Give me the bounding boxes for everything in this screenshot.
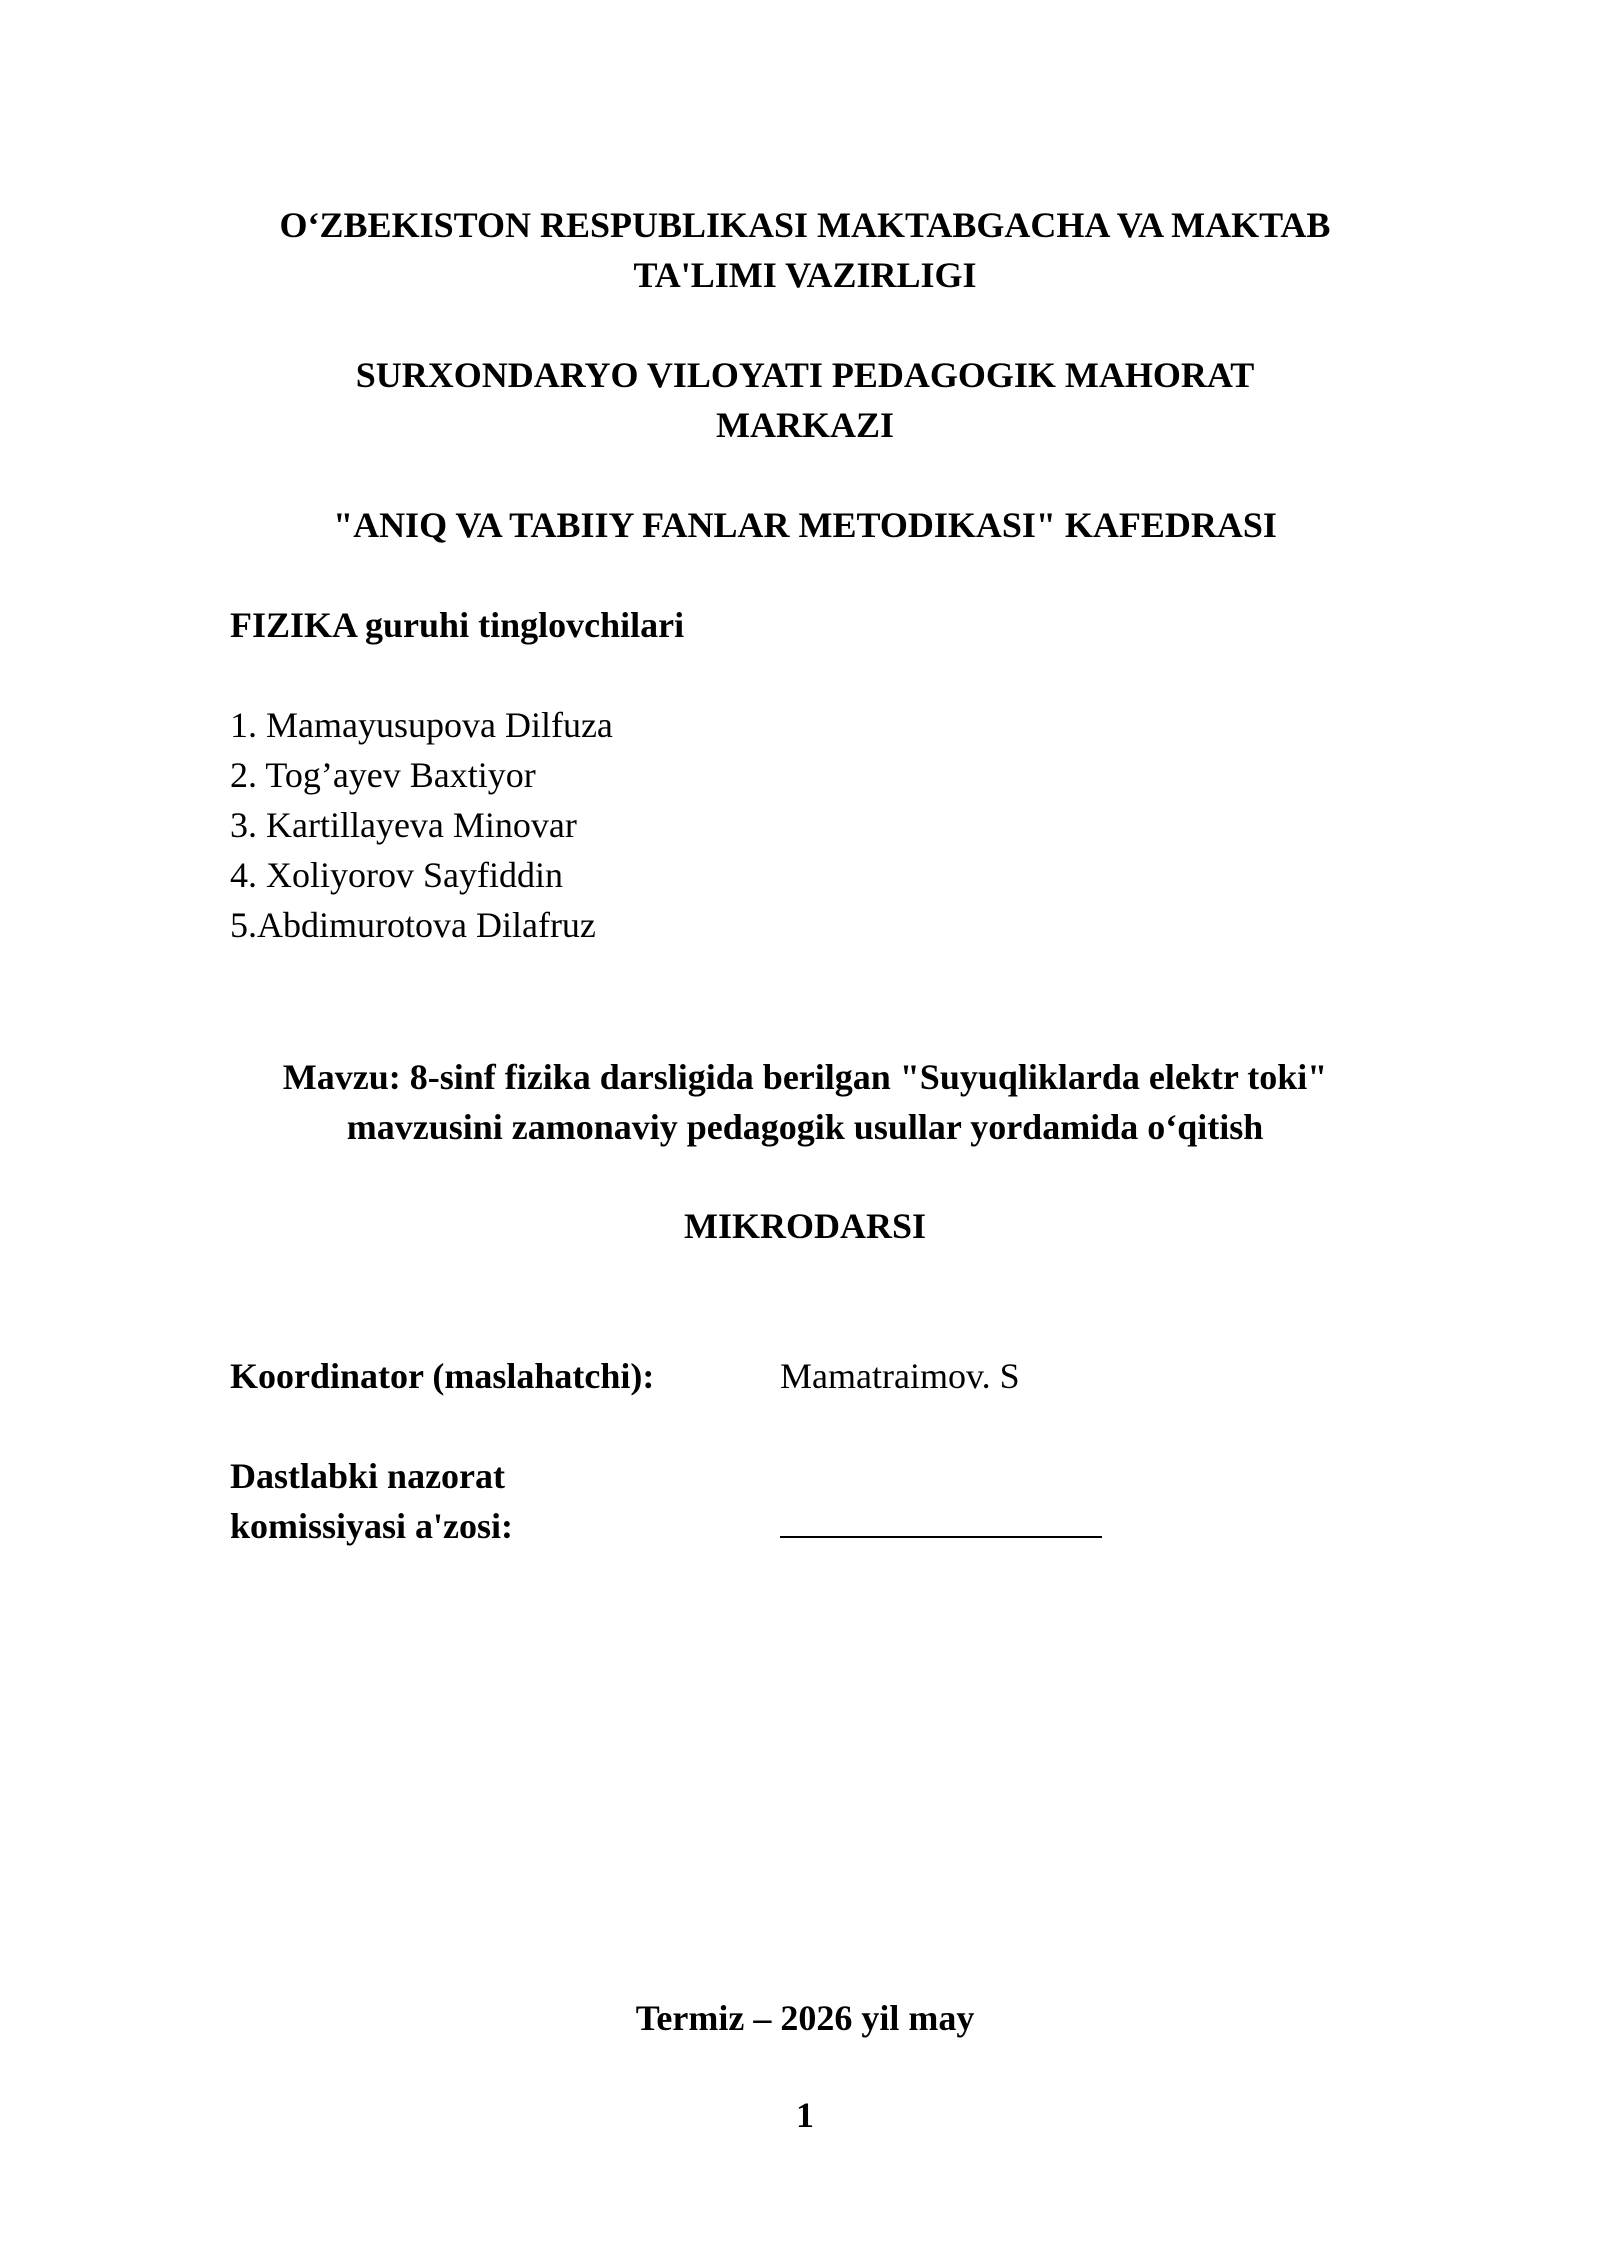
place-date: Termiz – 2026 yil may [635,1998,975,2038]
coordinator-label: Koordinator (maslahatchi): [230,1356,655,1396]
commission-label-line2: komissiyasi a'zosi: [230,1506,514,1546]
center-heading-line1: SURXONDARYO VILOYATI PEDAGOGIK MAHORAT [355,355,1255,395]
commission-label-line1: Dastlabki nazorat [230,1456,506,1496]
member-item: 4. Xoliyorov Sayfiddin [230,855,563,895]
center-heading-line2: MARKAZI [716,405,894,445]
department-heading: "ANIQ VA TABIIY FANLAR METODIKASI" KAFEDRASI [333,505,1277,545]
member-item: 1. Mamayusupova Dilfuza [230,705,613,745]
topic-line1: Mavzu: 8-sinf fizika darsligida berilgan "Suyuqliklarda elektr toki" [282,1057,1328,1097]
member-list [230,700,613,950]
ministry-heading-line1: O‘ZBEKISTON RESPUBLIKASI MAKTABGACHA VA MAKTAB [279,205,1331,245]
page-number: 1 [796,2095,814,2135]
member-item: 5.Abdimurotova Dilafruz [230,905,596,945]
member-item: 3. Kartillayeva Minovar [230,805,577,845]
topic-line2: mavzusini zamonaviy pedagogik usullar yordamida o‘qitish [346,1107,1264,1147]
coordinator-name: Mamatraimov. S [780,1356,1020,1396]
ministry-heading-line2: TA'LIMI VAZIRLIGI [633,255,977,295]
group-title: FIZIKA guruhi tinglovchilari [230,605,685,645]
member-item: 2. Tog’ayev Baxtiyor [230,755,536,795]
signature-line [780,1496,1102,1538]
lesson-type: MIKRODARSI [683,1206,926,1246]
